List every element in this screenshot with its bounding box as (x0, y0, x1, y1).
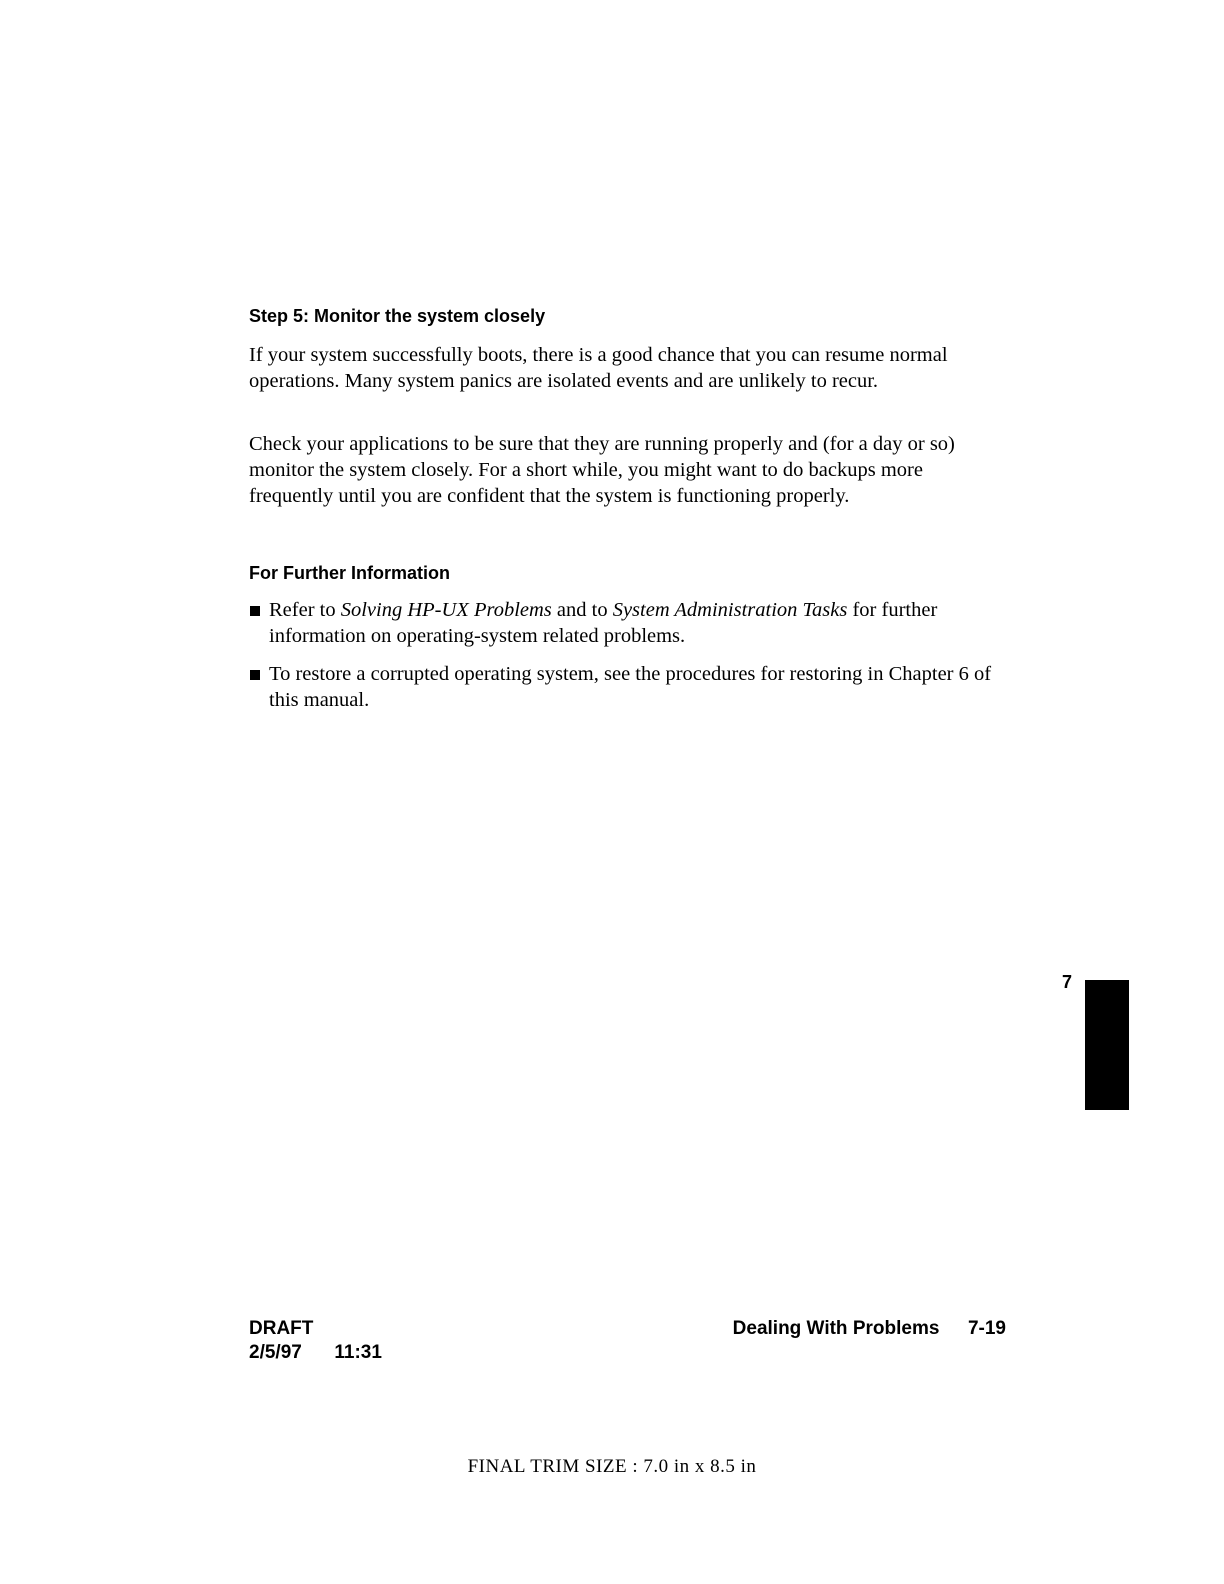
chapter-tab-number: 7 (1062, 972, 1073, 992)
square-bullet-icon (250, 606, 260, 616)
square-bullet-icon (250, 670, 260, 680)
chapter-tab-marker (1085, 980, 1129, 1110)
step5-paragraph-1: If your system successfully boots, there is a good chance that you can resume normal operations. Many system panics are isolated events and are unlikely to recur. (249, 344, 948, 392)
further-info-list (249, 597, 1009, 725)
trim-size-note: FINAL TRIM SIZE : 7.0 in x 8.5 in (467, 1456, 757, 1477)
footer-date-value: 2/5/97 (249, 1342, 302, 1363)
step5-heading: Step 5: Monitor the system closely (249, 306, 546, 326)
footer-draft-label: DRAFT (249, 1318, 314, 1339)
list-item: To restore a corrupted operating system, see the procedures for restoring in Chapter 6 of this manual. (249, 661, 1009, 713)
further-info-heading: For Further Information (249, 563, 450, 583)
book-title-sys-admin-tasks: System Administration Tasks (612, 599, 848, 621)
footer-time-value: 11:31 (334, 1342, 382, 1363)
footer-section-title: Dealing With Problems (732, 1318, 940, 1339)
list-item: Refer to Solving HP-UX Problems and to System Administration Tasks for further information on operating-system related problems. (249, 597, 1009, 649)
book-title-solving-hpux: Solving HP-UX Problems (340, 599, 552, 621)
step5-paragraph-2: Check your applications to be sure that they are running properly and (for a day or so) monitor the system closely. For a short while, you might want to do backups more frequently until you are confident that the system is functioning properly. (249, 433, 955, 507)
footer-date (249, 1342, 382, 1364)
footer-page-info (733, 1318, 1006, 1340)
footer-page-number: 7-19 (967, 1318, 1006, 1339)
